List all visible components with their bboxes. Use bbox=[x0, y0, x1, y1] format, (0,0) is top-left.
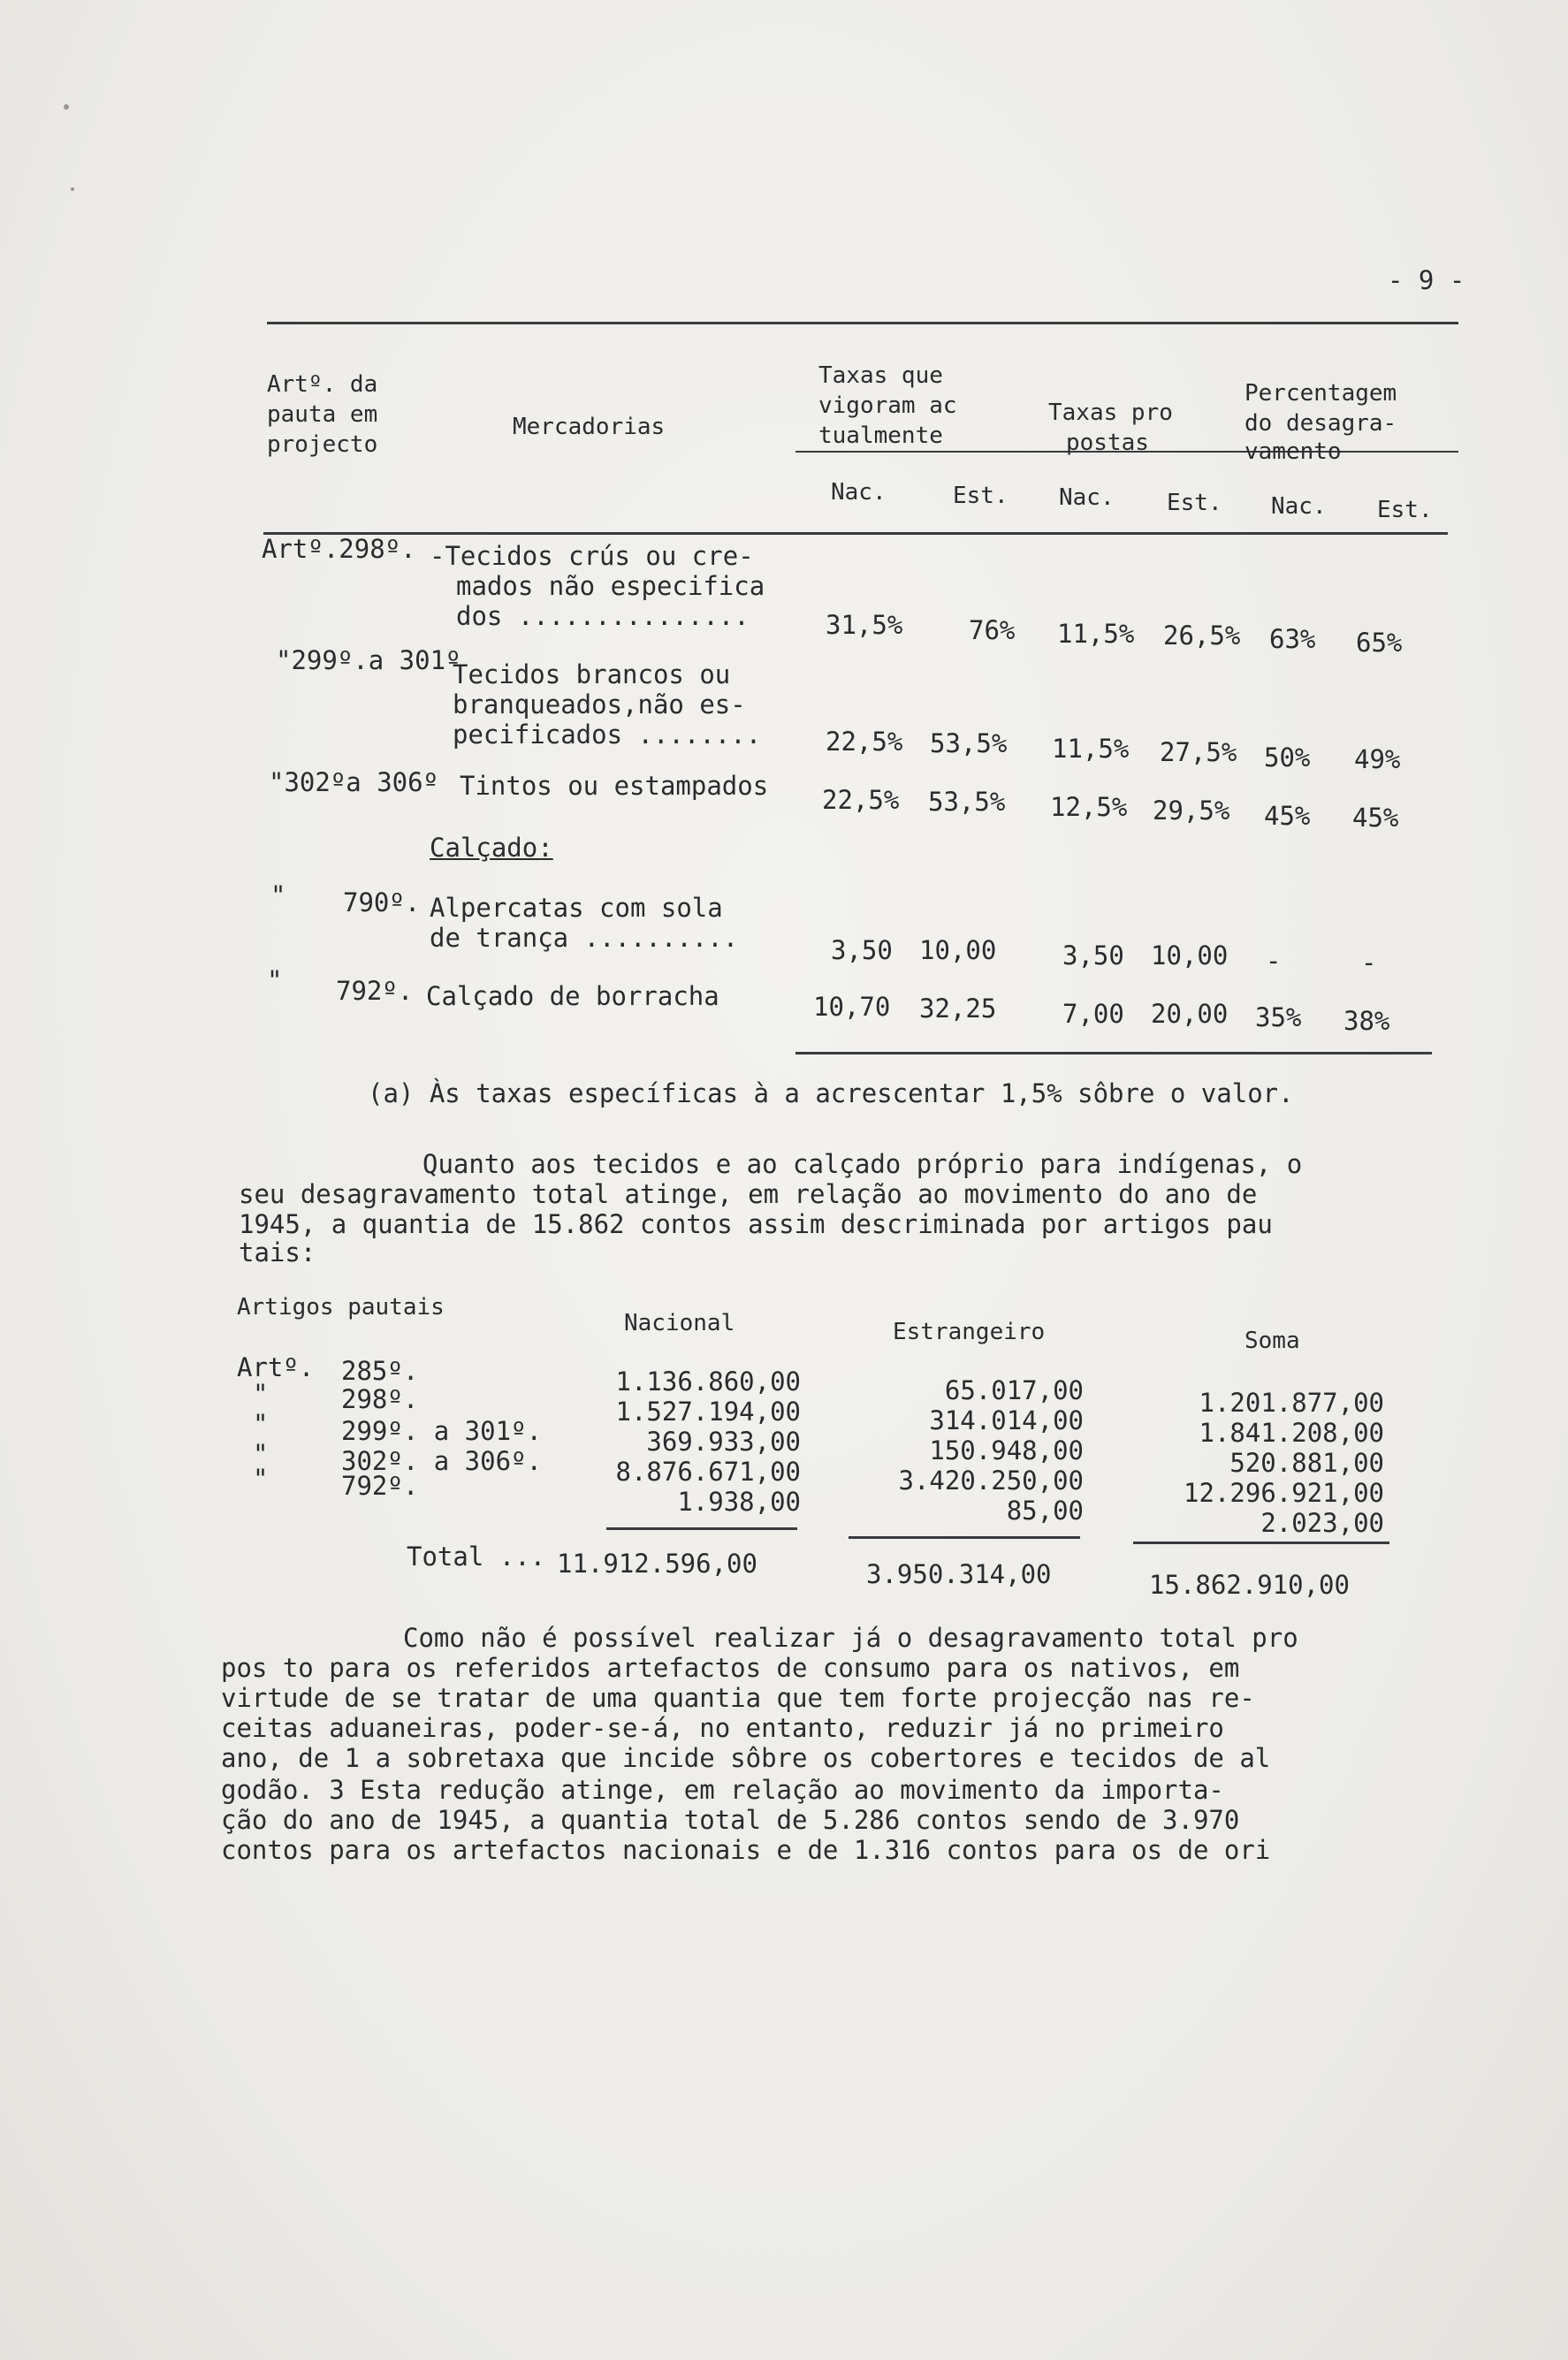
row-artigo: Artº.298º. bbox=[262, 534, 416, 564]
cell-nacional: 1.938,00 bbox=[677, 1487, 801, 1517]
cell-nacional: 8.876.671,00 bbox=[615, 1457, 801, 1487]
cell-value: 65% bbox=[1356, 628, 1403, 658]
cell-estrangeiro: 314.014,00 bbox=[929, 1405, 1084, 1435]
row-desc-line: Tecidos brancos ou bbox=[453, 659, 731, 689]
cell-value: 32,25 bbox=[919, 993, 997, 1024]
cell-value: 7,00 bbox=[1062, 999, 1124, 1029]
paragraph-line: virtude de se tratar de uma quantia que tem forte projecção nas re- bbox=[221, 1683, 1255, 1713]
header-line: do desagra- bbox=[1245, 410, 1397, 437]
cell-estrangeiro: 65.017,00 bbox=[944, 1375, 1084, 1405]
subheader-est: Est. bbox=[953, 483, 1009, 509]
subheader-nac: Nac. bbox=[831, 479, 887, 506]
row-desc-line: dos ............... bbox=[456, 601, 750, 631]
header-line: Taxas pro bbox=[1048, 400, 1173, 426]
cell-value: 38% bbox=[1343, 1006, 1390, 1036]
row-desc-line: -Tecidos crús ou cre- bbox=[430, 541, 754, 571]
row-artigo: 302º. a 306º. bbox=[341, 1446, 542, 1476]
row-label: Artº. bbox=[237, 1352, 315, 1382]
paragraph-line: Quanto aos tecidos e ao calçado próprio para indígenas, o bbox=[422, 1149, 1303, 1179]
cell-soma: 1.841.208,00 bbox=[1199, 1418, 1384, 1448]
sum-rule-soma bbox=[1133, 1542, 1389, 1544]
cell-value: 20,00 bbox=[1151, 999, 1229, 1029]
page-number: - 9 - bbox=[1388, 265, 1465, 295]
paragraph-line: tais: bbox=[239, 1237, 316, 1268]
cell-nacional: 1.136.860,00 bbox=[615, 1367, 801, 1397]
header-artigo-line: pauta em bbox=[267, 401, 378, 428]
header-line: vigoram ac bbox=[818, 392, 957, 419]
paper-speck bbox=[64, 104, 69, 110]
row-ditto: " bbox=[267, 965, 283, 995]
cell-soma: 2.023,00 bbox=[1260, 1508, 1384, 1538]
row-artigo: "299º.a 301º bbox=[276, 645, 461, 675]
paragraph-line: ceitas aduaneiras, poder-se-á, no entanto, reduzir já no primeiro bbox=[221, 1713, 1224, 1743]
cell-value: 29,5% bbox=[1153, 796, 1230, 826]
cell-value: 10,00 bbox=[919, 935, 997, 965]
cell-value: 11,5% bbox=[1057, 619, 1135, 649]
row-desc-line: pecificados ........ bbox=[453, 719, 762, 750]
cell-value: 45% bbox=[1264, 801, 1311, 831]
cell-value: 76% bbox=[969, 615, 1016, 645]
subheader-nac: Nac. bbox=[1271, 493, 1327, 520]
cell-value: - bbox=[1361, 948, 1377, 978]
header-line: Percentagem bbox=[1245, 380, 1397, 407]
cell-value: 53,5% bbox=[930, 728, 1008, 758]
paragraph-line: contos para os artefactos nacionais e de 1.316 contos para os de ori bbox=[221, 1835, 1271, 1865]
header-line: postas bbox=[1066, 430, 1149, 456]
sum-rule-nacional bbox=[606, 1527, 797, 1530]
row-ditto: " bbox=[253, 1379, 269, 1409]
row-artigo: 792º. bbox=[336, 976, 414, 1006]
cell-value: 53,5% bbox=[928, 787, 1006, 817]
row-desc-line: Alpercatas com sola bbox=[430, 893, 723, 923]
sum-rule-estrangeiro bbox=[849, 1536, 1080, 1539]
subheader-est: Est. bbox=[1377, 497, 1433, 523]
header-mercadorias: Mercadorias bbox=[513, 414, 666, 440]
cell-value: 10,70 bbox=[813, 992, 891, 1022]
header-line: tualmente bbox=[818, 423, 943, 449]
cell-soma: 12.296.921,00 bbox=[1184, 1478, 1384, 1508]
header-artigos-pautais: Artigos pautais bbox=[237, 1294, 445, 1321]
table-note: (a) Às taxas específicas à a acrescentar 1,5% sôbre o valor. bbox=[368, 1078, 1294, 1108]
cell-value: 45% bbox=[1352, 803, 1399, 833]
cell-soma: 1.201.877,00 bbox=[1199, 1388, 1384, 1418]
paragraph-line: Como não é possível realizar já o desagravamento total pro bbox=[403, 1623, 1298, 1653]
paragraph-line: ção do ano de 1945, a quantia total de 5.286 contos sendo de 3.970 bbox=[221, 1805, 1240, 1835]
header-bottom-rule bbox=[263, 532, 1448, 535]
row-artigo: 792º. bbox=[341, 1471, 419, 1501]
table-top-rule bbox=[267, 322, 1458, 324]
paragraph-line: seu desagravamento total atinge, em relação ao movimento do ano de bbox=[239, 1179, 1258, 1209]
row-ditto: " bbox=[270, 880, 286, 910]
subheader-est: Est. bbox=[1167, 490, 1222, 516]
row-desc-line: mados não especifica bbox=[456, 571, 765, 601]
cell-value: - bbox=[1266, 946, 1282, 976]
row-desc-line: Tintos ou estampados bbox=[460, 771, 769, 801]
row-ditto: " bbox=[253, 1464, 269, 1494]
cell-value: 50% bbox=[1264, 742, 1311, 773]
row-ditto: " bbox=[253, 1439, 269, 1469]
cell-estrangeiro: 150.948,00 bbox=[929, 1435, 1084, 1465]
row-artigo: 285º. bbox=[341, 1356, 419, 1386]
cell-value: 11,5% bbox=[1052, 734, 1130, 764]
row-desc-line: Calçado de borracha bbox=[426, 981, 719, 1011]
paragraph-line: ano, de 1 a sobretaxa que incide sôbre os cobertores e tecidos de al bbox=[221, 1743, 1271, 1773]
row-artigo: 299º. a 301º. bbox=[341, 1416, 542, 1446]
cell-value: 27,5% bbox=[1160, 737, 1237, 767]
cell-value: 35% bbox=[1255, 1002, 1302, 1032]
cell-value: 49% bbox=[1354, 744, 1401, 774]
total-nacional: 11.912.596,00 bbox=[557, 1549, 757, 1579]
header-line: Taxas que bbox=[818, 362, 943, 389]
cell-value: 22,5% bbox=[826, 727, 903, 757]
cell-estrangeiro: 3.420.250,00 bbox=[898, 1465, 1084, 1496]
cell-value: 31,5% bbox=[826, 610, 903, 640]
header-artigo-line: Artº. da bbox=[267, 371, 378, 398]
cell-nacional: 1.527.194,00 bbox=[615, 1397, 801, 1427]
row-artigo: 790º. bbox=[343, 887, 421, 917]
section-calcado: Calçado: bbox=[430, 833, 553, 863]
cell-value: 3,50 bbox=[831, 935, 893, 965]
cell-value: 63% bbox=[1269, 624, 1316, 654]
cell-value: 12,5% bbox=[1050, 792, 1128, 822]
row-desc-line: de trança .......... bbox=[430, 923, 739, 953]
cell-value: 22,5% bbox=[822, 785, 900, 815]
paragraph-line: 1945, a quantia de 15.862 contos assim descriminada por artigos pau bbox=[239, 1209, 1273, 1239]
row-artigo: "302ºa 306º bbox=[269, 767, 439, 797]
cell-value: 10,00 bbox=[1151, 940, 1229, 971]
header-artigo-line: projecto bbox=[267, 431, 378, 458]
header-line: vamento bbox=[1245, 438, 1342, 465]
cell-soma: 520.881,00 bbox=[1229, 1448, 1384, 1478]
paragraph-line: pos to para os referidos artefactos de consumo para os nativos, em bbox=[221, 1653, 1240, 1683]
total-soma: 15.862.910,00 bbox=[1149, 1570, 1350, 1600]
header-estrangeiro: Estrangeiro bbox=[893, 1319, 1046, 1345]
table-bottom-rule bbox=[795, 1052, 1432, 1054]
total-estrangeiro: 3.950.314,00 bbox=[866, 1559, 1052, 1589]
subheader-nac: Nac. bbox=[1059, 484, 1115, 511]
total-label: Total ... bbox=[407, 1542, 546, 1572]
row-ditto: " bbox=[253, 1409, 269, 1439]
header-nacional: Nacional bbox=[624, 1310, 735, 1336]
row-desc-line: branqueados,não es- bbox=[453, 689, 746, 719]
paper-speck bbox=[71, 187, 74, 191]
cell-value: 26,5% bbox=[1163, 620, 1241, 651]
row-artigo: 298º. bbox=[341, 1384, 419, 1414]
cell-nacional: 369.933,00 bbox=[646, 1427, 801, 1457]
cell-estrangeiro: 85,00 bbox=[1006, 1496, 1084, 1526]
cell-value: 3,50 bbox=[1062, 940, 1124, 971]
header-soma: Soma bbox=[1245, 1328, 1300, 1354]
paragraph-line: godão. 3 Esta redução atinge, em relação ao movimento da importa- bbox=[221, 1775, 1224, 1805]
